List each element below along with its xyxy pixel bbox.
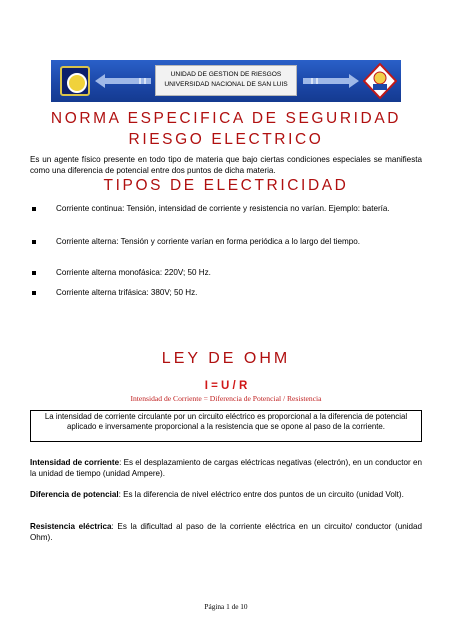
definition-text: : Es el desplazamiento de cargas eléctricas negativas (electrón), en un conductor en la unidad de tiempo (unidad Ampere).: [30, 458, 422, 478]
document-title-line-2: RIESGO ELECTRICO: [128, 131, 324, 148]
document-title-line-1: NORMA ESPECIFICA DE SEGURIDAD: [50, 110, 402, 127]
section-heading-tipos: TIPOS DE ELECTRICIDAD: [103, 177, 349, 194]
definition-resistencia: [30, 522, 422, 543]
definition-intensidad: [30, 458, 422, 479]
header-title-box: [155, 65, 297, 96]
intro-paragraph: Es un agente físico presente en todo tipo de materia que bajo ciertas condiciones especiales se manifiesta como una diferencia de potencial entre dos puntos de dicha materia.: [30, 155, 422, 175]
definition-term: Intensidad de corriente: [30, 458, 120, 467]
arrow-left-icon: [95, 74, 151, 88]
definition-term: Diferencia de potencial: [30, 490, 119, 499]
header-line-1: UNIDAD DE GESTION DE RIESGOS: [170, 71, 282, 78]
definition-text: : Es la diferencia de nivel eléctrico entre dos puntos de un circuito (unidad Volt).: [118, 490, 404, 499]
risk-unit-logo-icon: [363, 63, 397, 99]
page-number: Página 1 de 10: [204, 602, 248, 611]
section-heading-ohm: LEY DE OHM: [161, 350, 291, 367]
document-page: UNIDAD DE GESTION DE RIESGOS UNIVERSIDAD NACIONAL DE SAN LUIS NORMA ESPECIFICA DE SEGURIDAD RIESGO ELECTRICO Es un agente físico presente en todo tipo de materia que bajo ciertas condiciones especiales se manifiesta como una diferencia de potencial entre dos puntos de dicha materia. TIPOS DE ELECTRICIDAD Corriente continua: Tensión, intensidad de corriente y resistencia no varían. Ejemplo: batería. Corriente alterna: Tensión y corriente varían en forma periódica a lo largo del tiempo. Corriente alterna monofásica: 220V; 50 Hz. Corriente alterna trifásica: 380V; 50 Hz. LEY DE OHM I = U / R Intensidad de Corriente = Diferencia de Potencial / Resistencia La intensidad de corriente circulante por un circuito eléctrico es proporcional a la diferencia de potencial aplicado e inversamente proporcional a la resistencia que se opone al paso de la corriente. Intensidad de corriente: Es el desplazamiento de cargas eléctricas negativas (electrón), en un conductor en la unidad de tiempo (unidad Ampere). Diferencia de potencial: Es la diferencia de nivel eléctrico entre dos puntos de un circuito (unidad Volt). Resistencia eléctrica: Es la dificultad al paso de la corriente eléctrica en un circuito/ conductor (unidad Ohm). Página 1 de 10: [0, 0, 452, 640]
header-line-2: UNIVERSIDAD NACIONAL DE SAN LUIS: [164, 81, 288, 88]
header-banner: [51, 60, 401, 102]
bullet-square-icon: [32, 207, 36, 211]
definition-term: Resistencia eléctrica: [30, 522, 112, 531]
bullet-square-icon: [32, 271, 36, 275]
ohm-formula: I = U / R: [204, 380, 248, 392]
ohm-law-statement-box: La intensidad de corriente circulante por un circuito eléctrico es proporcional a la diferencia de potencial aplicado e inversamente proporcional a la resistencia que se opone al paso de la corriente.: [30, 410, 422, 442]
definition-diferencia-potencial: [30, 490, 422, 501]
university-logo-icon: [60, 66, 90, 96]
arrow-right-icon: [303, 74, 359, 88]
ohm-formula-caption: Intensidad de Corriente = Diferencia de Potencial / Resistencia: [130, 394, 322, 403]
bullet-square-icon: [32, 291, 36, 295]
definition-text: : Es la dificultad al paso de la corriente eléctrica en un circuito/ conductor (unidad Ohm).: [30, 522, 422, 542]
bullet-square-icon: [32, 240, 36, 244]
